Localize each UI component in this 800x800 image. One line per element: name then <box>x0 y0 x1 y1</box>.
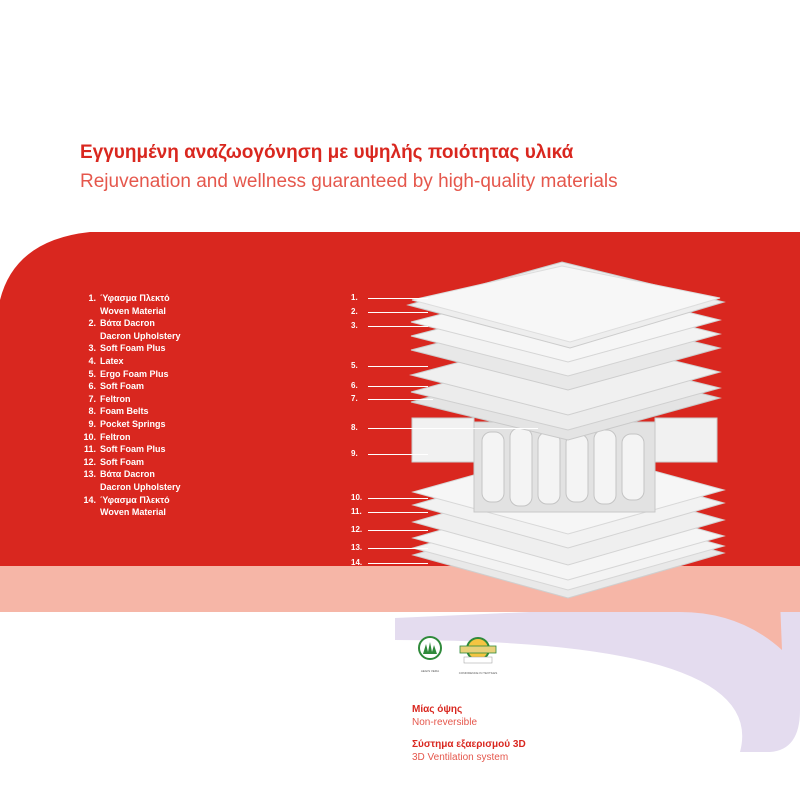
legend-item-label: Feltron <box>100 431 131 442</box>
legend-item-number: 2. <box>88 318 96 329</box>
callout-number: 7. <box>351 394 358 403</box>
legend-item-label: Woven Material <box>100 305 166 316</box>
headline-greek: Εγγυημένη αναζωογόνηση με υψηλής ποιότητας υλικά <box>80 142 574 163</box>
certifications <box>414 636 502 675</box>
callout-line <box>368 386 428 387</box>
callout-number: 8. <box>351 423 358 432</box>
callout-line <box>368 366 428 367</box>
headline-english: Rejuvenation and wellness guaranteed by high-quality materials <box>80 171 618 192</box>
legend-item-label: Βάτα Dacron <box>100 318 155 329</box>
callout-number: 12. <box>351 525 363 534</box>
legend-item-number: 7. <box>88 393 96 404</box>
legend-item <box>74 443 294 456</box>
callout-number: 11. <box>351 507 362 516</box>
legend-item-number: 11. <box>83 444 96 455</box>
legend-item <box>74 342 294 355</box>
callout-number: 5. <box>351 361 358 370</box>
callout-line <box>368 399 433 400</box>
legend-item <box>74 380 294 393</box>
callout-line <box>368 563 428 564</box>
legend-item-label: Dacron Upholstery <box>100 330 181 341</box>
callout-number: 9. <box>351 449 358 458</box>
legend-item-label: Soft Foam <box>100 456 144 467</box>
callout-number: 2. <box>351 307 358 316</box>
legend-item <box>74 292 294 317</box>
headline <box>80 139 780 197</box>
feature-greek: Σύστημα εξαερισμού 3D <box>412 739 526 750</box>
oeko-tex-badge-icon <box>454 636 502 675</box>
legend-item-label: Latex <box>100 355 124 366</box>
mattress-illustration <box>408 262 724 598</box>
legend-item <box>74 355 294 368</box>
callout-line <box>368 326 428 327</box>
legend-item-number: 13. <box>83 469 96 480</box>
legend-item-number: 14. <box>83 494 96 505</box>
callout-number: 3. <box>351 321 358 330</box>
legend-item-label: Pocket Springs <box>100 418 166 429</box>
oeko-tex-label: CONFIDENCE IN TEXTILES <box>458 671 498 675</box>
legend-item-number: 8. <box>88 406 96 417</box>
callout-number: 10. <box>351 493 363 502</box>
callout-line <box>368 498 428 499</box>
legend-item <box>74 368 294 381</box>
callout-line <box>368 312 428 313</box>
legend-item-number: 9. <box>88 418 96 429</box>
legend-item-label: Soft Foam Plus <box>100 343 166 354</box>
legend-item <box>74 456 294 469</box>
legend-item-number: 1. <box>88 293 96 303</box>
legend-item-label: Soft Foam <box>100 381 144 392</box>
legend-item-label: Βάτα Dacron <box>100 469 155 480</box>
features <box>412 704 526 774</box>
feature-english: Non-reversible <box>412 717 478 728</box>
callout-line <box>368 548 428 549</box>
legend-item-label: Feltron <box>100 393 131 404</box>
legend-item-number: 6. <box>88 381 96 392</box>
callout-line <box>368 512 428 513</box>
callout-number: 1. <box>351 293 358 302</box>
legend-item-label: Woven Material <box>100 507 166 518</box>
legend-item-label: Ύφασμα Πλεκτό <box>100 494 170 505</box>
legend-item <box>74 494 294 519</box>
callout-number: 14. <box>351 558 363 567</box>
callout-number: 13. <box>351 543 363 552</box>
callout-line <box>368 428 538 429</box>
legend-item <box>74 393 294 406</box>
legend-item-label: Foam Belts <box>100 406 149 417</box>
callout-number: 6. <box>351 381 358 390</box>
feature-greek: Μίας όψης <box>412 704 463 715</box>
legend-item-number: 12. <box>83 456 96 467</box>
legend-item <box>74 418 294 431</box>
legend-item-label: Soft Foam Plus <box>100 444 166 455</box>
feature-english: 3D Ventilation system <box>412 752 509 763</box>
legend-item-number: 5. <box>88 368 96 379</box>
legend-item <box>74 468 294 493</box>
legend-item-number: 4. <box>88 355 96 366</box>
legend-item-label: Ύφασμα Πλεκτό <box>100 293 170 303</box>
legend-item-label: Ergo Foam Plus <box>100 368 169 379</box>
legend-item-label: Dacron Upholstery <box>100 481 181 492</box>
legend-item-number: 10. <box>83 431 96 442</box>
callout-line <box>368 530 428 531</box>
callout-line <box>368 298 428 299</box>
eco-label-icon <box>414 636 446 673</box>
legend-item <box>74 431 294 444</box>
callout-line <box>368 454 428 455</box>
legend-item-number: 3. <box>88 343 96 354</box>
layer-legend <box>74 292 294 519</box>
eco-label-text: AEGIS VERA <box>420 669 440 673</box>
salmon-strip <box>0 566 800 612</box>
legend-item <box>74 317 294 342</box>
legend-item <box>74 405 294 418</box>
